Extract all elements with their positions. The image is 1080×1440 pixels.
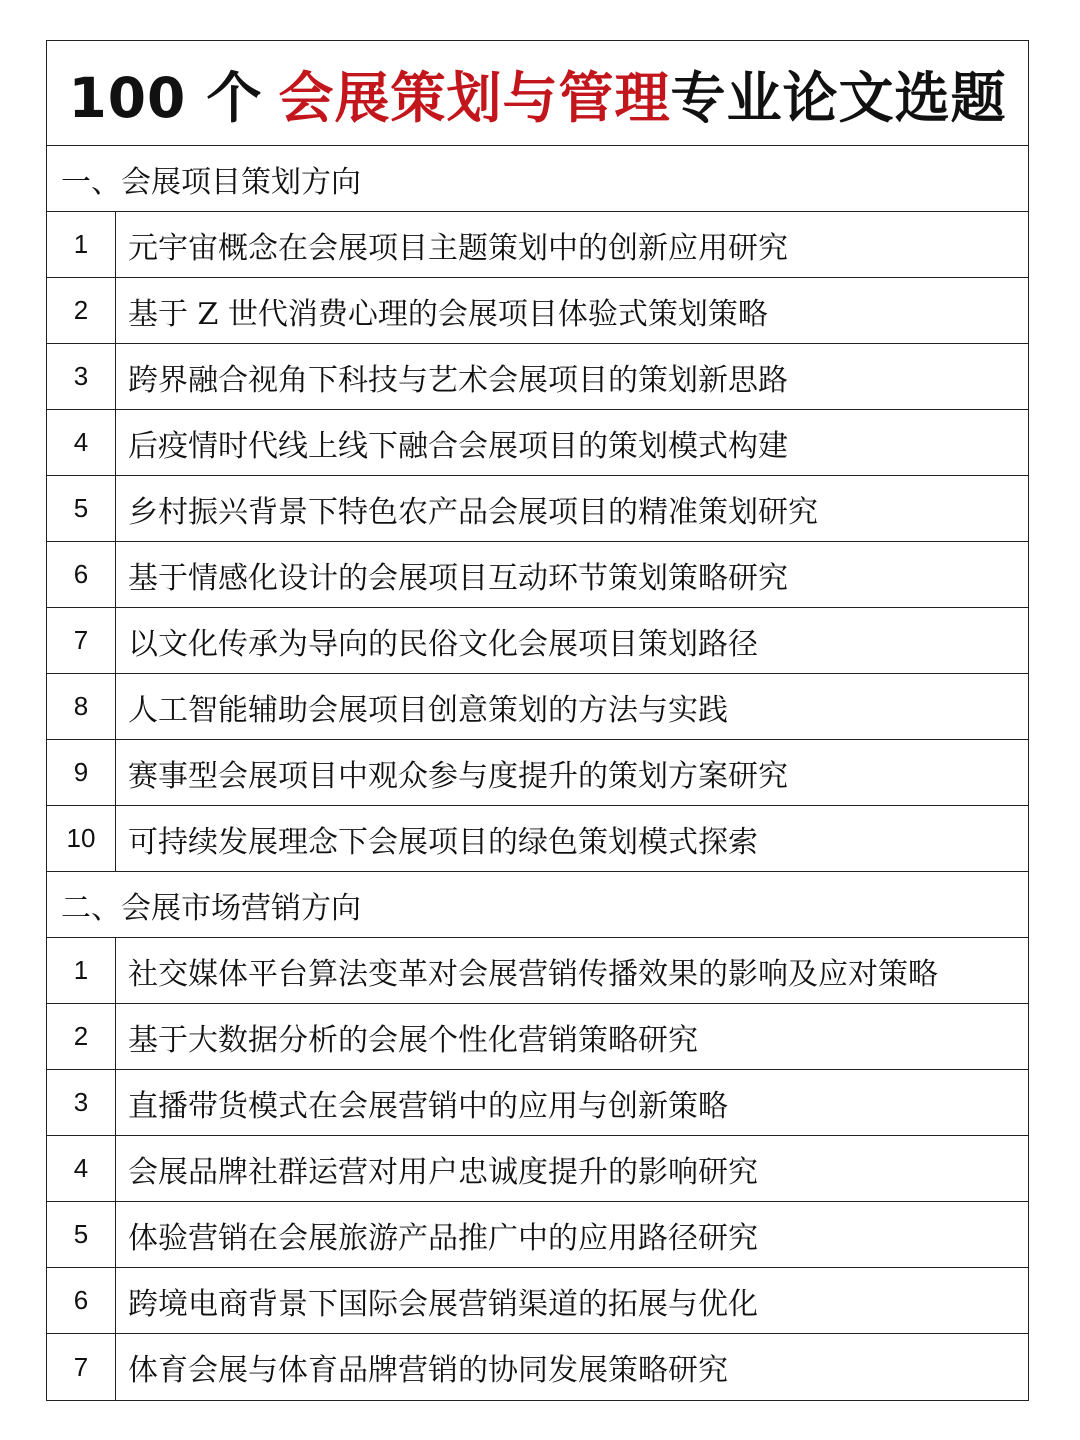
row-topic: 体验营销在会展旅游产品推广中的应用路径研究 (128, 1220, 758, 1256)
table-row (47, 1004, 1028, 1070)
row-number: 5 (47, 1202, 116, 1267)
table-row (47, 674, 1028, 740)
row-topic: 社交媒体平台算法变革对会展营销传播效果的影响及应对策略 (128, 956, 938, 992)
row-number: 7 (47, 1334, 116, 1400)
row-number: 10 (47, 806, 116, 871)
row-number: 4 (47, 1136, 116, 1201)
table-row (47, 1070, 1028, 1136)
table-row (47, 1334, 1028, 1400)
table-row (47, 1202, 1028, 1268)
row-number: 4 (47, 410, 116, 475)
title-accent: 会展策划与管理 (278, 65, 671, 130)
table-row (47, 608, 1028, 674)
row-topic: 后疫情时代线上线下融合会展项目的策划模式构建 (128, 428, 788, 464)
row-topic: 可持续发展理念下会展项目的绿色策划模式探索 (128, 824, 758, 860)
row-topic: 体育会展与体育品牌营销的协同发展策略研究 (128, 1353, 728, 1388)
row-topic: 基于 Z 世代消费心理的会展项目体验式策划策略 (128, 296, 768, 332)
section-heading: 二、会展市场营销方向 (47, 872, 1028, 938)
row-topic: 基于大数据分析的会展个性化营销策略研究 (128, 1022, 698, 1058)
row-number: 5 (47, 476, 116, 541)
row-number: 6 (47, 542, 116, 607)
table-row (47, 740, 1028, 806)
table-row (47, 542, 1028, 608)
table-body (47, 146, 1028, 1400)
row-number: 3 (47, 344, 116, 409)
row-topic: 赛事型会展项目中观众参与度提升的策划方案研究 (128, 758, 788, 794)
row-topic: 人工智能辅助会展项目创意策划的方法与实践 (128, 692, 728, 728)
table-row (47, 278, 1028, 344)
row-number: 8 (47, 674, 116, 739)
row-number: 9 (47, 740, 116, 805)
row-topic: 元宇宙概念在会展项目主题策划中的创新应用研究 (128, 230, 788, 266)
table-row (47, 476, 1028, 542)
page-title (47, 41, 1028, 146)
topics-table (46, 40, 1029, 1401)
row-number: 3 (47, 1070, 116, 1135)
row-number: 2 (47, 1004, 116, 1069)
row-topic: 乡村振兴背景下特色农产品会展项目的精准策划研究 (128, 494, 818, 530)
row-topic: 以文化传承为导向的民俗文化会展项目策划路径 (128, 626, 758, 662)
row-number: 6 (47, 1268, 116, 1333)
row-topic: 跨界融合视角下科技与艺术会展项目的策划新思路 (128, 362, 788, 398)
title-number: 100 个 (68, 65, 263, 130)
table-row (47, 1268, 1028, 1334)
row-number: 7 (47, 608, 116, 673)
row-topic: 基于情感化设计的会展项目互动环节策划策略研究 (128, 560, 788, 596)
table-row (47, 410, 1028, 476)
row-topic: 直播带货模式在会展营销中的应用与创新策略 (128, 1088, 728, 1124)
row-number: 1 (47, 938, 116, 1003)
row-topic: 跨境电商背景下国际会展营销渠道的拓展与优化 (128, 1286, 758, 1322)
table-row (47, 806, 1028, 872)
title-rest: 专业论文选题 (670, 65, 1007, 130)
row-number: 1 (47, 212, 116, 277)
table-row (47, 938, 1028, 1004)
section-heading: 一、会展项目策划方向 (47, 146, 1028, 212)
row-topic: 会展品牌社群运营对用户忠诚度提升的影响研究 (128, 1154, 758, 1190)
table-row (47, 1136, 1028, 1202)
row-number: 2 (47, 278, 116, 343)
table-row (47, 344, 1028, 410)
table-row (47, 212, 1028, 278)
